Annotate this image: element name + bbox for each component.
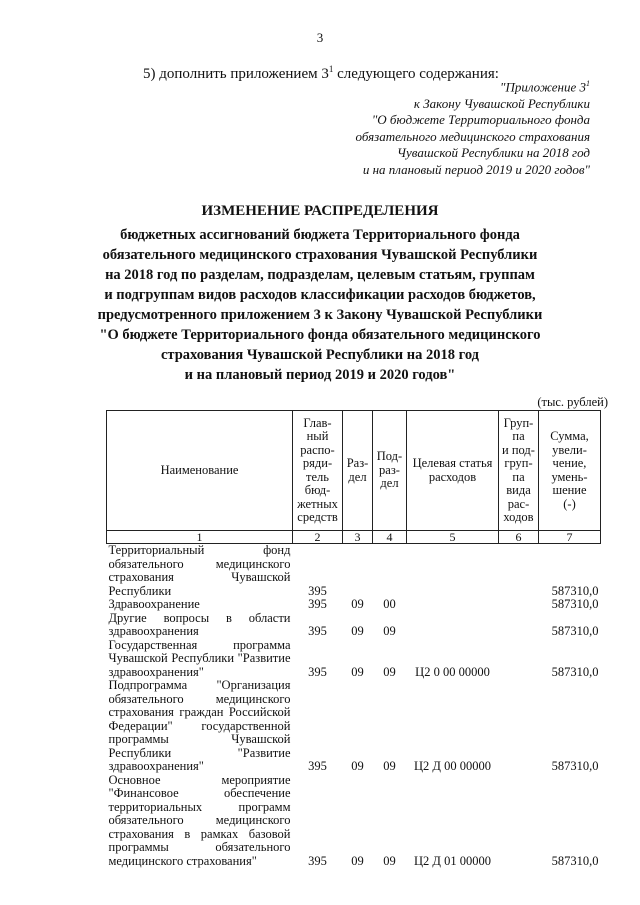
title-line-1: бюджетных ассигнований бюджета Территориального фонда bbox=[120, 227, 520, 243]
col-number: 4 bbox=[373, 531, 407, 544]
header-amount: Сумма, увели- чение, умень- шение (-) bbox=[539, 411, 601, 531]
row-target-article bbox=[407, 598, 499, 612]
row-target-article: Ц2 0 00 00000 bbox=[415, 664, 490, 679]
row-expense-group bbox=[499, 774, 539, 869]
row-expense-group bbox=[499, 679, 539, 774]
title-line-6: "О бюджете Территориального фонда обязательного медицинского bbox=[99, 327, 541, 343]
row-manager: 395 bbox=[308, 853, 327, 868]
row-name: Основное мероприятие "Финансовое обеспечение территориальных программ обязательного медицинского страхования в рамках базовой программы обязательного медицинского страхования" bbox=[108, 772, 291, 868]
annex-reference bbox=[356, 76, 590, 178]
intro-text: 5) дополнить приложением 3 bbox=[143, 66, 329, 82]
row-name: Территориальный фонд обязательного медицинского страхования Чувашской Республики bbox=[108, 543, 291, 598]
row-target-article bbox=[407, 544, 499, 599]
col-number: 5 bbox=[407, 531, 499, 544]
row-amount: 587310,0 bbox=[551, 664, 599, 679]
page-number: 3 bbox=[316, 30, 324, 45]
header-manager: Глав- ный распо- ряди- тель бюд- жетных средств bbox=[293, 411, 343, 531]
table-row bbox=[107, 679, 601, 774]
row-subsection: 09 bbox=[383, 759, 396, 773]
annex-line-4: обязательного медицинского страхования bbox=[355, 128, 590, 144]
header-subsection: Под- раз- дел bbox=[373, 411, 407, 531]
row-expense-group bbox=[499, 612, 539, 639]
col-number: 6 bbox=[499, 531, 539, 544]
annex-line-1-sup: 1 bbox=[586, 79, 590, 88]
row-section: 09 bbox=[351, 759, 364, 773]
annex-line-1-text: "Приложение 3 bbox=[499, 79, 586, 95]
table-row bbox=[107, 544, 601, 599]
row-manager: 395 bbox=[308, 664, 327, 679]
row-amount: 587310,0 bbox=[551, 759, 599, 773]
title-line-7: страхования Чувашской Республики на 2018 год bbox=[160, 347, 480, 363]
row-subsection: 00 bbox=[383, 597, 396, 611]
annex-line-6: и на плановый период 2019 и 2020 годов" bbox=[362, 161, 590, 177]
row-section: 09 bbox=[351, 597, 364, 611]
table-row bbox=[107, 639, 601, 680]
row-subsection: 09 bbox=[383, 664, 396, 679]
title-line-5: предусмотренного приложением 3 к Закону Чувашской Республики bbox=[97, 307, 543, 323]
row-manager: 395 bbox=[308, 624, 327, 638]
table-row bbox=[107, 612, 601, 639]
col-number: 7 bbox=[539, 531, 601, 544]
table-header-row bbox=[107, 411, 601, 531]
col-number: 2 bbox=[293, 531, 343, 544]
annex-line-3: "О бюджете Территориального фонда bbox=[371, 112, 590, 128]
row-name: Здравоохранение bbox=[108, 597, 200, 611]
row-amount: 587310,0 bbox=[551, 853, 599, 868]
column-number-row bbox=[107, 531, 601, 544]
row-section: 09 bbox=[351, 664, 364, 679]
row-name: Другие вопросы в области здравоохранения bbox=[108, 610, 291, 638]
row-subsection: 09 bbox=[383, 624, 396, 638]
annex-line-5: Чувашской Республики на 2018 год bbox=[397, 145, 590, 161]
row-amount: 587310,0 bbox=[551, 583, 599, 598]
header-section: Раз- дел bbox=[343, 411, 373, 531]
row-name: Государственная программа Чувашской Республики "Развитие здравоохранения" bbox=[108, 637, 291, 679]
title-heading: ИЗМЕНЕНИЕ РАСПРЕДЕЛЕНИЯ bbox=[201, 203, 439, 219]
col-number: 3 bbox=[343, 531, 373, 544]
row-target-article: Ц2 Д 00 00000 bbox=[414, 759, 491, 773]
header-target-article: Целевая статья расходов bbox=[407, 411, 499, 531]
header-expense-group: Груп- па и под- груп- па вида рас- ходов bbox=[499, 411, 539, 531]
col-number: 1 bbox=[107, 531, 293, 544]
row-expense-group bbox=[499, 598, 539, 612]
table-row bbox=[107, 598, 601, 612]
row-section bbox=[343, 544, 373, 599]
intro-tail: следующего содержания: bbox=[333, 66, 499, 82]
row-section: 09 bbox=[351, 624, 364, 638]
row-manager: 395 bbox=[308, 597, 327, 611]
allocation-table bbox=[106, 410, 601, 868]
annex-line-1 bbox=[356, 76, 590, 96]
row-expense-group bbox=[499, 639, 539, 680]
title-line-4: и подгруппам видов расходов классификации расходов бюджетов, bbox=[104, 287, 536, 303]
row-target-article: Ц2 Д 01 00000 bbox=[414, 853, 491, 868]
title-line-2: обязательного медицинского страхования Чувашской Республики bbox=[102, 247, 538, 263]
row-amount: 587310,0 bbox=[551, 597, 599, 611]
row-subsection: 09 bbox=[383, 853, 396, 868]
table-row bbox=[107, 774, 601, 869]
row-subsection bbox=[373, 544, 407, 599]
row-name: Подпрограмма "Организация обязательного медицинского страхования граждан Российской Федерации" государственной программы Чувашской Республики "Развитие здравоохранения" bbox=[108, 678, 291, 773]
annex-line-2: к Закону Чувашской Республики bbox=[413, 95, 590, 111]
row-section: 09 bbox=[351, 853, 364, 868]
row-amount: 587310,0 bbox=[551, 624, 599, 638]
document-title bbox=[0, 201, 640, 385]
units-label: (тыс. рублей) bbox=[537, 395, 608, 409]
title-line-3: на 2018 год по разделам, подразделам, целевым статьям, группам bbox=[105, 267, 535, 283]
title-line-8: и на плановый период 2019 и 2020 годов" bbox=[184, 367, 456, 383]
row-target-article bbox=[407, 612, 499, 639]
header-name: Наименование bbox=[107, 411, 293, 531]
intro-superscript: 1 bbox=[328, 64, 334, 74]
row-manager: 395 bbox=[308, 583, 327, 598]
row-manager: 395 bbox=[308, 759, 327, 773]
row-expense-group bbox=[499, 544, 539, 599]
